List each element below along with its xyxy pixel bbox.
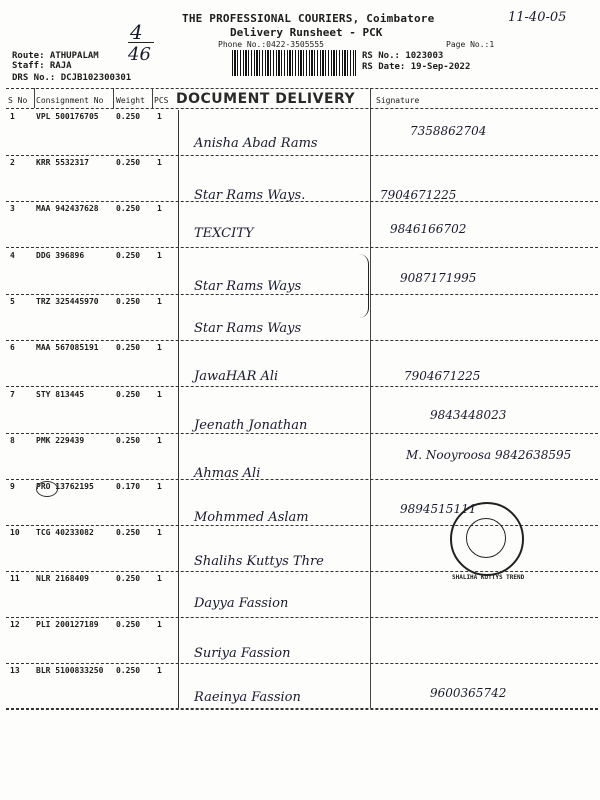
col-pcs: PCS bbox=[154, 96, 169, 105]
row-receiver-name: Anisha Abad Rams bbox=[194, 136, 318, 151]
phone-number: Phone No.:0422-3505555 bbox=[218, 40, 324, 49]
row-rule bbox=[6, 663, 598, 664]
page-subtitle: Delivery Runsheet - PCK bbox=[230, 26, 383, 39]
row-sno: 5 bbox=[10, 297, 15, 306]
row-pcs: 1 bbox=[157, 204, 162, 213]
page-number: Page No.:1 bbox=[446, 40, 495, 49]
rs-date: RS Date: 19-Sep-2022 bbox=[362, 62, 471, 72]
row-consignment: TCG 40233082 bbox=[36, 528, 94, 537]
row-weight: 0.250 bbox=[116, 390, 141, 399]
col-divider bbox=[152, 88, 153, 108]
bracket-mark bbox=[358, 254, 369, 318]
row-sno: 13 bbox=[10, 666, 20, 675]
row-rule bbox=[6, 617, 598, 618]
header-top-rule bbox=[6, 88, 598, 89]
fraction-line bbox=[128, 42, 154, 43]
signature-column-divider bbox=[370, 88, 371, 708]
col-signature: Signature bbox=[376, 96, 420, 105]
staff-label: Staff: RAJA bbox=[12, 61, 72, 71]
row-signature: M. Nooyroosa 9842638595 bbox=[406, 448, 572, 462]
stamp-text: SHALIHA KUTTYS TREND bbox=[452, 574, 525, 581]
row-sno: 8 bbox=[10, 436, 15, 445]
row-sno: 2 bbox=[10, 158, 15, 167]
row-pcs: 1 bbox=[157, 482, 162, 491]
row-receiver-name: Star Rams Ways bbox=[194, 321, 302, 336]
row-receiver-name: Shalihs Kuttys Thre bbox=[194, 554, 324, 569]
row-rule bbox=[6, 155, 598, 156]
row-signature: 9846166702 bbox=[390, 222, 467, 236]
row-receiver-name: Raeinya Fassion bbox=[194, 690, 301, 705]
row-weight: 0.250 bbox=[116, 297, 141, 306]
row-rule bbox=[6, 340, 598, 341]
shop-stamp bbox=[450, 502, 524, 576]
row-rule bbox=[6, 247, 598, 248]
handwritten-count-top: 4 bbox=[130, 20, 143, 44]
row-pcs: 1 bbox=[157, 620, 162, 629]
row-rule bbox=[6, 479, 598, 480]
circled-prefix-mark bbox=[36, 481, 58, 497]
row-consignment: STY 813445 bbox=[36, 390, 85, 399]
row-pcs: 1 bbox=[157, 158, 162, 167]
row-pcs: 1 bbox=[157, 297, 162, 306]
row-signature: 9894515111 bbox=[400, 502, 477, 516]
row-signature: 9087171995 bbox=[400, 271, 477, 285]
row-consignment: PMK 229439 bbox=[36, 436, 85, 445]
row-consignment: MAA 942437628 bbox=[36, 204, 99, 213]
row-rule bbox=[6, 386, 598, 387]
row-weight: 0.250 bbox=[116, 666, 141, 675]
row-weight: 0.250 bbox=[116, 436, 141, 445]
row-consignment: MAA 567085191 bbox=[36, 343, 99, 352]
table-bottom-rule bbox=[6, 708, 598, 709]
row-consignment: PRO 13762195 bbox=[36, 482, 94, 491]
barcode bbox=[232, 50, 356, 76]
row-sno: 12 bbox=[10, 620, 20, 629]
row-receiver-name: Star Rams Ways bbox=[194, 279, 302, 294]
route-label: Route: ATHUPALAM bbox=[12, 51, 99, 61]
row-sno: 4 bbox=[10, 251, 15, 260]
row-receiver-name: Suriya Fassion bbox=[194, 646, 291, 661]
row-signature: 9843448023 bbox=[430, 408, 507, 422]
row-pcs: 1 bbox=[157, 436, 162, 445]
drs-label: DRS No.: DCJB102300301 bbox=[12, 73, 132, 83]
row-weight: 0.250 bbox=[116, 251, 141, 260]
row-rule bbox=[6, 201, 598, 202]
row-sno: 7 bbox=[10, 390, 15, 399]
header-bottom-rule bbox=[6, 108, 598, 109]
row-consignment: TRZ 325445970 bbox=[36, 297, 99, 306]
row-signature: 7904671225 bbox=[404, 369, 481, 383]
row-weight: 0.250 bbox=[116, 620, 141, 629]
row-weight: 0.250 bbox=[116, 158, 141, 167]
row-sno: 11 bbox=[10, 574, 20, 583]
row-sno: 6 bbox=[10, 343, 15, 352]
row-consignment: BLR 5100833250 bbox=[36, 666, 104, 675]
row-rule bbox=[6, 433, 598, 434]
col-consignment: Consignment No bbox=[36, 96, 104, 105]
col-sno: S No bbox=[8, 96, 28, 105]
row-weight: 0.170 bbox=[116, 482, 141, 491]
row-sno: 9 bbox=[10, 482, 15, 491]
col-weight: Weight bbox=[116, 96, 145, 105]
row-sno: 1 bbox=[10, 112, 15, 121]
row-weight: 0.250 bbox=[116, 574, 141, 583]
row-signature: 9600365742 bbox=[430, 686, 507, 700]
document-delivery-stamp: DOCUMENT DELIVERY bbox=[176, 91, 356, 107]
row-weight: 0.250 bbox=[116, 343, 141, 352]
row-rule bbox=[6, 709, 598, 710]
row-receiver-name: Ahmas Ali bbox=[194, 466, 261, 481]
row-rule bbox=[6, 571, 598, 572]
col-divider bbox=[113, 88, 114, 108]
row-signature: 7904671225 bbox=[380, 188, 457, 202]
col-divider bbox=[34, 88, 35, 108]
row-receiver-name: TEXCITY bbox=[194, 226, 254, 241]
row-receiver-name: Star Rams Ways. bbox=[194, 188, 306, 203]
rs-number: RS No.: 1023003 bbox=[362, 51, 444, 61]
handwritten-time: 11-40-05 bbox=[508, 10, 567, 25]
row-weight: 0.250 bbox=[116, 528, 141, 537]
row-consignment: KRR 5532317 bbox=[36, 158, 89, 167]
row-receiver-name: JawaHAR Ali bbox=[194, 369, 279, 384]
row-rule bbox=[6, 294, 598, 295]
handwritten-count-bottom: 46 bbox=[128, 44, 151, 65]
row-pcs: 1 bbox=[157, 666, 162, 675]
row-consignment: VPL 500176705 bbox=[36, 112, 99, 121]
stamp-inner-circle bbox=[466, 518, 506, 558]
name-column-divider bbox=[178, 110, 179, 708]
row-signature: 7358862704 bbox=[410, 124, 487, 138]
page-title: THE PROFESSIONAL COURIERS, Coimbatore bbox=[182, 12, 435, 25]
row-pcs: 1 bbox=[157, 251, 162, 260]
row-pcs: 1 bbox=[157, 574, 162, 583]
row-receiver-name: Jeenath Jonathan bbox=[194, 418, 308, 433]
row-receiver-name: Dayya Fassion bbox=[194, 596, 289, 611]
row-weight: 0.250 bbox=[116, 112, 141, 121]
row-receiver-name: Mohmmed Aslam bbox=[194, 510, 309, 525]
row-consignment: PLI 200127189 bbox=[36, 620, 99, 629]
row-consignment: DDG 396896 bbox=[36, 251, 85, 260]
row-sno: 10 bbox=[10, 528, 20, 537]
row-sno: 3 bbox=[10, 204, 15, 213]
row-pcs: 1 bbox=[157, 390, 162, 399]
row-pcs: 1 bbox=[157, 343, 162, 352]
row-weight: 0.250 bbox=[116, 204, 141, 213]
row-pcs: 1 bbox=[157, 528, 162, 537]
row-consignment: NLR 2168409 bbox=[36, 574, 89, 583]
row-pcs: 1 bbox=[157, 112, 162, 121]
